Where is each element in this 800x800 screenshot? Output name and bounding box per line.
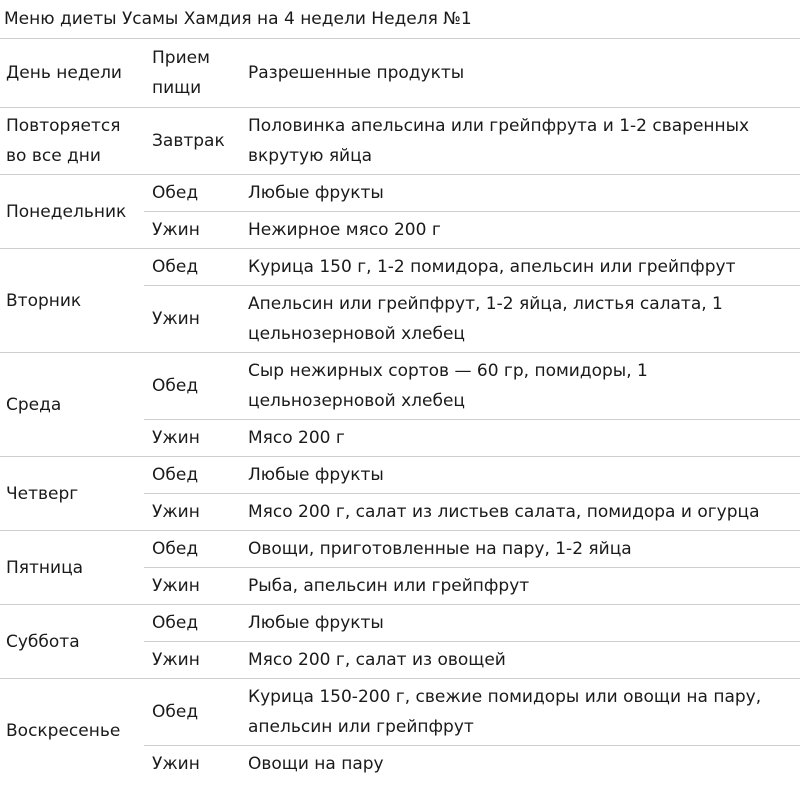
header-day: День недели: [0, 39, 144, 108]
meal-cell: Ужин: [144, 494, 240, 531]
table-row: [0, 175, 800, 212]
meal-cell: Завтрак: [144, 108, 240, 175]
meal-cell: Обед: [144, 457, 240, 494]
food-cell: Овощи, приготовленные на пару, 1-2 яйца: [240, 531, 800, 568]
day-cell: Четверг: [0, 457, 144, 531]
meal-cell: Ужин: [144, 642, 240, 679]
day-cell: Суббота: [0, 605, 144, 679]
day-cell: Повторяется во все дни: [0, 108, 144, 175]
food-cell: Курица 150 г, 1-2 помидора, апельсин или грейпфрут: [240, 249, 800, 286]
meal-cell: Обед: [144, 249, 240, 286]
table-row: [0, 353, 800, 420]
food-cell: Сыр нежирных сортов — 60 гр, помидоры, 1 цельнозерновой хлебец: [240, 353, 800, 420]
food-cell: Мясо 200 г: [240, 420, 800, 457]
table-row: [0, 249, 800, 286]
food-cell: Любые фрукты: [240, 605, 800, 642]
food-cell: Апельсин или грейпфрут, 1-2 яйца, листья салата, 1 цельнозерновой хлебец: [240, 286, 800, 353]
meal-cell: Ужин: [144, 420, 240, 457]
table-row: [0, 531, 800, 568]
header-products: Разрешенные продукты: [240, 39, 800, 108]
meal-cell: Обед: [144, 175, 240, 212]
food-cell: Овощи на пару: [240, 746, 800, 783]
table-header-row: [0, 39, 800, 108]
food-cell: Курица 150-200 г, свежие помидоры или овощи на пару, апельсин или грейпфрут: [240, 679, 800, 746]
meal-cell: Обед: [144, 531, 240, 568]
day-cell: Среда: [0, 353, 144, 457]
food-cell: Любые фрукты: [240, 175, 800, 212]
day-cell: Вторник: [0, 249, 144, 353]
food-cell: Рыба, апельсин или грейпфрут: [240, 568, 800, 605]
header-meal: Прием пищи: [144, 39, 240, 108]
table-row: [0, 605, 800, 642]
meal-cell: Ужин: [144, 568, 240, 605]
day-cell: Понедельник: [0, 175, 144, 249]
table-row: [0, 679, 800, 746]
food-cell: Мясо 200 г, салат из овощей: [240, 642, 800, 679]
page-title: Меню диеты Усамы Хамдия на 4 недели Неделя №1: [4, 9, 472, 29]
meal-cell: Ужин: [144, 746, 240, 783]
meal-cell: Ужин: [144, 212, 240, 249]
table-row: [0, 457, 800, 494]
diet-menu-table: [0, 38, 800, 782]
food-cell: Нежирное мясо 200 г: [240, 212, 800, 249]
food-cell: Любые фрукты: [240, 457, 800, 494]
meal-cell: Обед: [144, 679, 240, 746]
day-cell: Пятница: [0, 531, 144, 605]
table-row: [0, 108, 800, 175]
food-cell: Половинка апельсина или грейпфрута и 1-2 сваренных вкрутую яйца: [240, 108, 800, 175]
food-cell: Мясо 200 г, салат из листьев салата, помидора и огурца: [240, 494, 800, 531]
day-cell: Воскресенье: [0, 679, 144, 783]
meal-cell: Обед: [144, 605, 240, 642]
meal-cell: Ужин: [144, 286, 240, 353]
meal-cell: Обед: [144, 353, 240, 420]
